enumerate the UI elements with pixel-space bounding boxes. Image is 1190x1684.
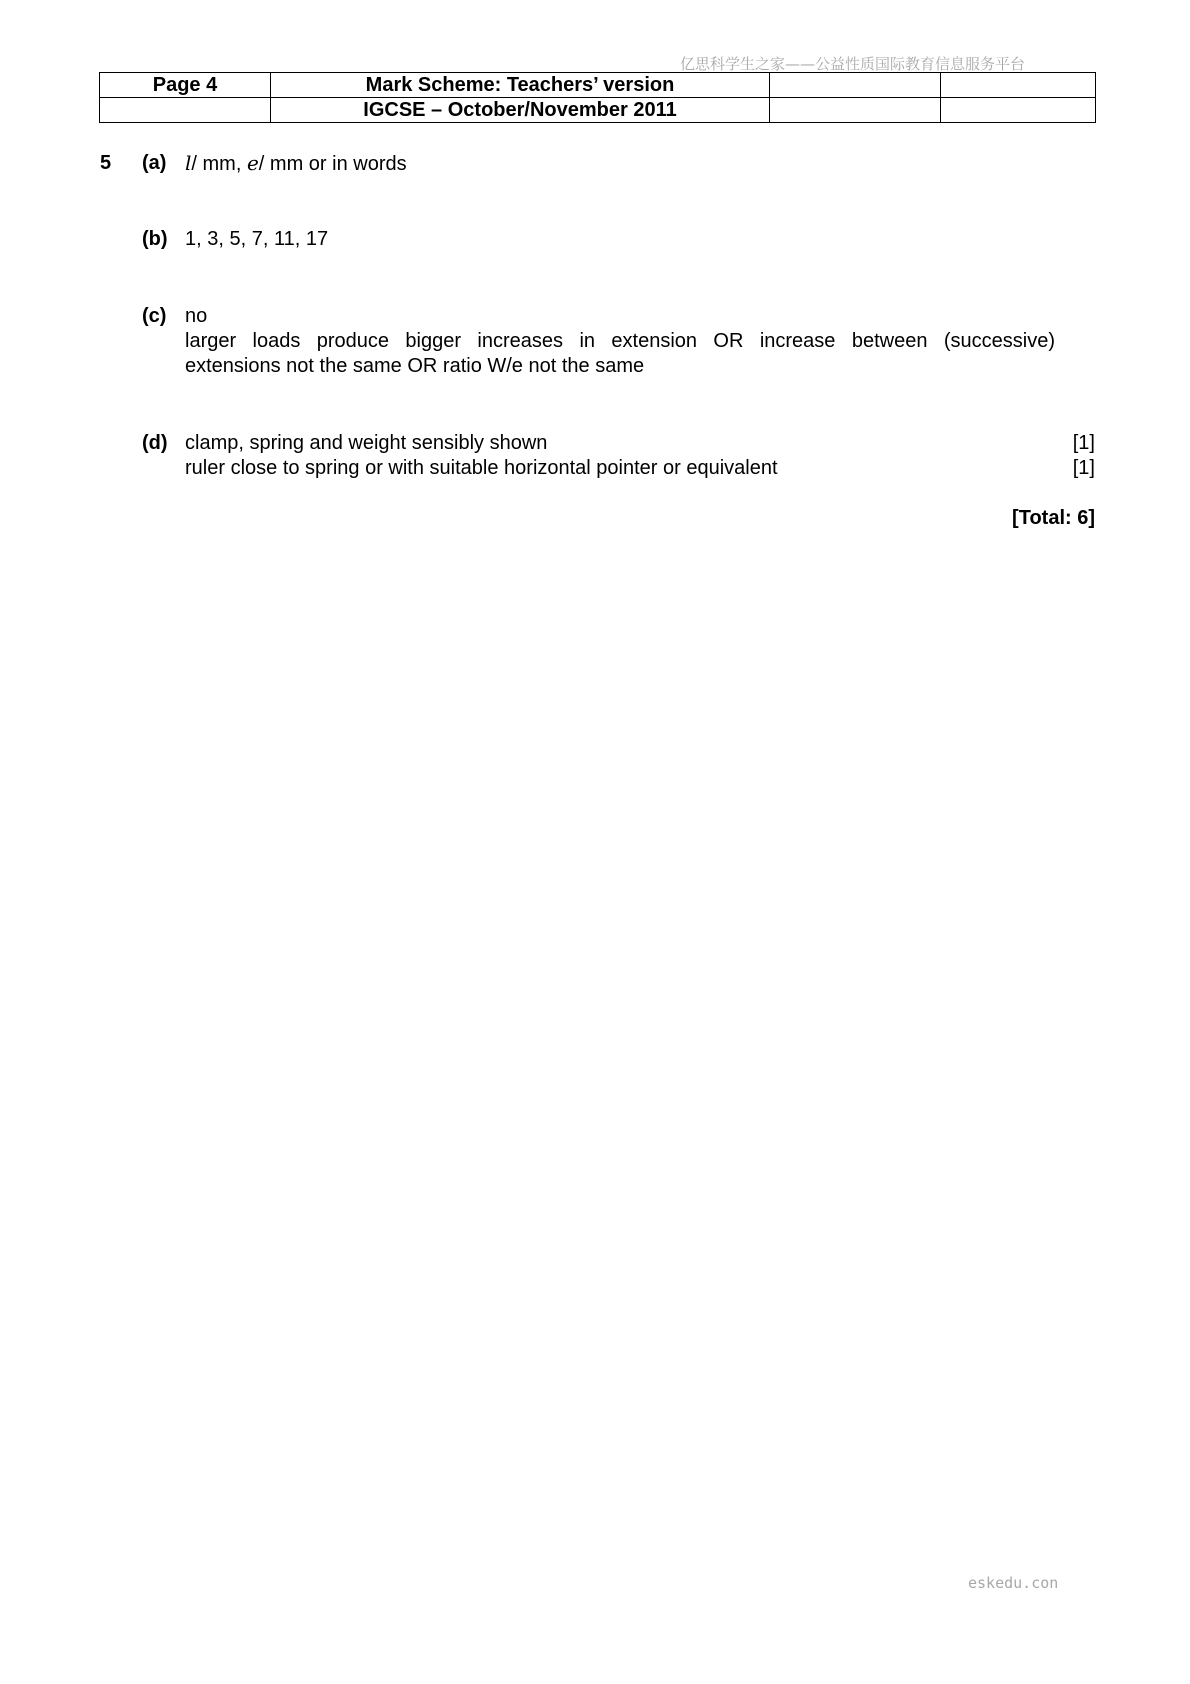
part-a-unit-2: / mm or in words [258, 153, 407, 175]
syllabus-cell [770, 73, 941, 98]
part-c-answer-line-1: no [185, 305, 208, 327]
question-number: 5 [100, 152, 112, 174]
part-d-mark-2: [1] [1072, 457, 1095, 479]
question-total: [Total: 6] [1012, 507, 1095, 529]
part-d-answer-line-2: ruler close to spring or with suitable horizontal pointer or equivalent [185, 457, 778, 479]
part-a-answer [185, 151, 407, 177]
mark-scheme-title-cell: Mark Scheme: Teachers’ version [271, 73, 770, 98]
page-header-table [99, 72, 1096, 123]
watermark-text: 亿思科学生之家——公益性质国际教育信息服务平台 [680, 55, 1026, 73]
variable-l: l [185, 151, 192, 175]
empty-cell [100, 98, 271, 123]
part-c-label: (c) [142, 305, 167, 327]
part-a-label: (a) [142, 152, 167, 174]
paper-cell [941, 73, 1096, 98]
page-number-cell: Page 4 [100, 73, 271, 98]
part-b-answer: 1, 3, 5, 7, 11, 17 [185, 228, 329, 250]
part-c-answer-line-2: larger loads produce bigger increases in extension OR increase between (successive) [185, 330, 1055, 352]
part-a-unit-1: / mm, [191, 153, 247, 175]
variable-e: e [246, 151, 259, 175]
part-d-mark-1: [1] [1072, 432, 1095, 454]
part-d-label: (d) [142, 432, 168, 454]
footer-watermark: eskedu.con [968, 1574, 1059, 1592]
empty-cell [941, 98, 1096, 123]
part-b-label: (b) [142, 228, 168, 250]
part-c-answer-line-3: extensions not the same OR ratio W/e not the same [185, 355, 645, 377]
exam-session-cell: IGCSE – October/November 2011 [271, 98, 770, 123]
part-d-answer-line-1: clamp, spring and weight sensibly shown [185, 432, 548, 454]
empty-cell [770, 98, 941, 123]
